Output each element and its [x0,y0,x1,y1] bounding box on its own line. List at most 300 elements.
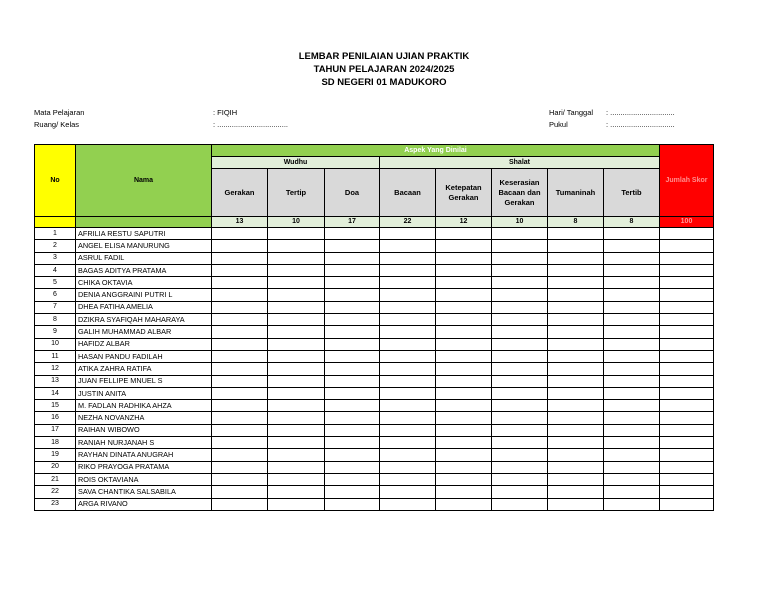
score-cell[interactable] [325,486,380,498]
score-cell[interactable] [660,498,714,510]
score-cell[interactable] [380,498,436,510]
score-cell[interactable] [660,228,714,240]
score-cell[interactable] [604,498,660,510]
score-cell[interactable] [325,314,380,326]
score-cell[interactable] [548,240,604,252]
score-cell[interactable] [212,400,268,412]
score-cell[interactable] [436,326,492,338]
student-number: 21 [35,473,76,485]
score-cell[interactable] [212,301,268,313]
score-cell[interactable] [436,424,492,436]
table-row [35,387,714,399]
hari-label: Hari/ Tanggal [549,108,594,117]
pukul-value: : ............................... [606,120,675,129]
score-cell[interactable] [660,277,714,289]
score-cell[interactable] [380,338,436,350]
score-cell[interactable] [380,289,436,301]
table-row [35,363,714,375]
max-score-keserasian: 10 [492,217,548,228]
score-cell[interactable] [604,252,660,264]
score-cell[interactable] [604,289,660,301]
kelas-value: : .................................. [213,120,289,129]
score-cell[interactable] [548,314,604,326]
score-cell[interactable] [268,277,325,289]
score-cell[interactable] [212,326,268,338]
student-name: M. FADLAN RADHIKA AHZA [76,400,212,412]
score-cell[interactable] [325,277,380,289]
max-score-doa: 17 [325,217,380,228]
score-cell[interactable] [380,240,436,252]
score-cell[interactable] [268,498,325,510]
score-cell[interactable] [492,277,548,289]
score-cell[interactable] [436,486,492,498]
score-cell[interactable] [548,228,604,240]
score-cell[interactable] [436,461,492,473]
score-cell[interactable] [436,375,492,387]
student-name: ASRUL FADIL [76,252,212,264]
score-cell[interactable] [380,228,436,240]
header-shalat: Shalat [380,157,660,169]
score-cell[interactable] [212,314,268,326]
score-cell[interactable] [492,228,548,240]
score-cell[interactable] [325,350,380,362]
student-number: 3 [35,252,76,264]
score-cell[interactable] [604,400,660,412]
student-name: RAYHAN DINATA ANUGRAH [76,449,212,461]
student-number: 23 [35,498,76,510]
score-cell[interactable] [325,252,380,264]
score-cell[interactable] [268,400,325,412]
score-cell[interactable] [492,252,548,264]
score-cell[interactable] [548,252,604,264]
score-cell[interactable] [212,412,268,424]
score-cell[interactable] [325,228,380,240]
score-cell[interactable] [436,473,492,485]
score-cell[interactable] [492,375,548,387]
kelas-label: Ruang/ Kelas [34,120,80,129]
student-number: 1 [35,228,76,240]
score-cell[interactable] [436,314,492,326]
score-cell[interactable] [604,437,660,449]
score-cell[interactable] [492,424,548,436]
score-cell[interactable] [492,461,548,473]
max-score-tertib: 8 [604,217,660,228]
header-tumaninah: Tumaninah [548,169,604,217]
student-name: SAVA CHANTIKA SALSABILA [76,486,212,498]
score-cell[interactable] [660,338,714,350]
score-row-no-cell [35,217,76,228]
score-cell[interactable] [325,338,380,350]
score-cell[interactable] [325,240,380,252]
score-cell[interactable] [212,240,268,252]
score-row-name-cell [76,217,212,228]
score-cell[interactable] [548,277,604,289]
header-nama: Nama [76,145,212,217]
title-line-1: LEMBAR PENILAIAN UJIAN PRAKTIK [298,51,470,62]
score-cell[interactable] [325,375,380,387]
score-cell[interactable] [492,449,548,461]
score-cell[interactable] [380,264,436,276]
score-cell[interactable] [268,289,325,301]
student-name: RAIHAN WIBOWO [76,424,212,436]
score-cell[interactable] [604,387,660,399]
score-cell[interactable] [604,264,660,276]
student-name: GALIH MUHAMMAD ALBAR [76,326,212,338]
score-cell[interactable] [604,412,660,424]
student-name: HAFIDZ ALBAR [76,338,212,350]
score-cell[interactable] [604,314,660,326]
score-cell[interactable] [492,400,548,412]
student-number: 18 [35,437,76,449]
student-name: DENIA ANGGRAINI PUTRI L [76,289,212,301]
student-number: 7 [35,301,76,313]
score-cell[interactable] [380,326,436,338]
score-cell[interactable] [604,240,660,252]
student-number: 8 [35,314,76,326]
score-cell[interactable] [268,326,325,338]
score-cell[interactable] [436,498,492,510]
student-number: 20 [35,461,76,473]
score-cell[interactable] [212,277,268,289]
student-name: ROIS OKTAVIANA [76,473,212,485]
table-row [35,400,714,412]
score-cell[interactable] [660,449,714,461]
header-jumlah-skor: Jumlah Skor [660,145,714,217]
score-cell[interactable] [660,437,714,449]
score-cell[interactable] [268,412,325,424]
score-cell[interactable] [212,473,268,485]
score-cell[interactable] [548,473,604,485]
score-cell[interactable] [436,437,492,449]
header-ketepatan-gerakan: Ketepatan Gerakan [436,169,492,217]
score-cell[interactable] [268,228,325,240]
score-cell[interactable] [380,473,436,485]
hari-value: : ............................... [606,108,675,117]
score-cell[interactable] [492,350,548,362]
score-cell[interactable] [660,424,714,436]
score-cell[interactable] [492,473,548,485]
score-cell[interactable] [492,301,548,313]
score-cell[interactable] [660,240,714,252]
score-cell[interactable] [436,289,492,301]
max-score-ketepatan: 12 [436,217,492,228]
student-number: 6 [35,289,76,301]
student-number: 10 [35,338,76,350]
score-cell[interactable] [604,277,660,289]
score-cell[interactable] [436,350,492,362]
student-name: AFRILIA RESTU SAPUTRI [76,228,212,240]
score-cell[interactable] [325,301,380,313]
score-cell[interactable] [380,424,436,436]
score-cell[interactable] [548,461,604,473]
score-cell[interactable] [436,301,492,313]
score-cell[interactable] [548,449,604,461]
student-number: 11 [35,350,76,362]
score-cell[interactable] [212,498,268,510]
score-cell[interactable] [604,486,660,498]
score-cell[interactable] [436,387,492,399]
score-cell[interactable] [436,277,492,289]
score-cell[interactable] [268,473,325,485]
score-cell[interactable] [325,363,380,375]
header-aspek: Aspek Yang Dinilai [212,145,660,157]
score-cell[interactable] [548,437,604,449]
score-cell[interactable] [604,473,660,485]
title-line-3: SD NEGERI 01 MADUKORO [321,77,447,88]
score-cell[interactable] [380,375,436,387]
score-cell[interactable] [660,289,714,301]
student-number: 15 [35,400,76,412]
header-gerakan: Gerakan [212,169,268,217]
score-cell[interactable] [380,412,436,424]
student-number: 4 [35,264,76,276]
score-cell[interactable] [548,375,604,387]
score-cell[interactable] [660,314,714,326]
score-cell[interactable] [548,289,604,301]
student-name: JUSTIN ANITA [76,387,212,399]
score-cell[interactable] [604,338,660,350]
max-score-tertip: 10 [268,217,325,228]
score-cell[interactable] [268,350,325,362]
header-no: No [35,145,76,217]
score-cell[interactable] [325,412,380,424]
student-number: 22 [35,486,76,498]
table-row [35,228,714,240]
score-cell[interactable] [212,437,268,449]
score-cell[interactable] [492,498,548,510]
score-cell[interactable] [436,400,492,412]
score-cell[interactable] [436,338,492,350]
student-number: 14 [35,387,76,399]
header-doa: Doa [325,169,380,217]
score-cell[interactable] [660,363,714,375]
score-cell[interactable] [380,350,436,362]
header-tertib: Tertib [604,169,660,217]
score-cell[interactable] [325,400,380,412]
score-cell[interactable] [604,301,660,313]
score-cell[interactable] [268,264,325,276]
score-cell[interactable] [380,363,436,375]
student-name: DZIKRA SYAFIQAH MAHARAYA [76,314,212,326]
table-row [35,252,714,264]
score-cell[interactable] [660,473,714,485]
score-cell[interactable] [212,449,268,461]
score-cell[interactable] [380,437,436,449]
score-cell[interactable] [660,375,714,387]
title-line-2: TAHUN PELAJARAN 2024/2025 [313,64,455,75]
score-cell[interactable] [492,437,548,449]
score-cell[interactable] [492,363,548,375]
score-cell[interactable] [548,387,604,399]
student-name: ATIKA ZAHRA RATIFA [76,363,212,375]
score-cell[interactable] [212,338,268,350]
score-cell[interactable] [380,277,436,289]
score-cell[interactable] [268,363,325,375]
score-cell[interactable] [492,486,548,498]
score-cell[interactable] [212,387,268,399]
score-cell[interactable] [548,412,604,424]
score-cell[interactable] [212,264,268,276]
score-cell[interactable] [548,424,604,436]
table-row [35,277,714,289]
score-cell[interactable] [436,264,492,276]
score-cell[interactable] [268,314,325,326]
student-name: HASAN PANDU FADILAH [76,350,212,362]
table-row [35,424,714,436]
score-cell[interactable] [380,461,436,473]
header-keserasian: Keserasian Bacaan dan Gerakan [492,169,548,217]
student-name: RIKO PRAYOGA PRATAMA [76,461,212,473]
score-cell[interactable] [325,498,380,510]
pukul-label: Pukul [549,120,568,129]
score-cell[interactable] [604,350,660,362]
score-cell[interactable] [604,449,660,461]
score-cell[interactable] [604,424,660,436]
score-cell[interactable] [212,289,268,301]
score-cell[interactable] [548,350,604,362]
score-cell[interactable] [212,252,268,264]
score-cell[interactable] [436,449,492,461]
score-cell[interactable] [548,498,604,510]
student-name: NEZHA NOVANZHA [76,412,212,424]
student-number: 2 [35,240,76,252]
score-cell[interactable] [548,264,604,276]
score-cell[interactable] [380,314,436,326]
score-cell[interactable] [492,326,548,338]
score-cell[interactable] [268,301,325,313]
score-cell[interactable] [660,387,714,399]
student-name: JUAN FELLIPE MNUEL S [76,375,212,387]
score-cell[interactable] [436,252,492,264]
score-cell[interactable] [660,264,714,276]
score-cell[interactable] [492,264,548,276]
student-name: DHEA FATIHA AMELIA [76,301,212,313]
score-cell[interactable] [548,363,604,375]
score-cell[interactable] [268,387,325,399]
table-row [35,314,714,326]
score-cell[interactable] [436,412,492,424]
table-row [35,326,714,338]
score-cell[interactable] [380,400,436,412]
score-cell[interactable] [436,240,492,252]
score-cell[interactable] [548,400,604,412]
score-cell[interactable] [268,240,325,252]
score-cell[interactable] [380,301,436,313]
score-cell[interactable] [548,326,604,338]
score-cell[interactable] [268,461,325,473]
score-cell[interactable] [548,301,604,313]
score-cell[interactable] [325,449,380,461]
student-number: 13 [35,375,76,387]
score-cell[interactable] [212,486,268,498]
score-cell[interactable] [212,363,268,375]
score-cell[interactable] [325,473,380,485]
score-cell[interactable] [325,437,380,449]
table-row [35,301,714,313]
score-cell[interactable] [604,461,660,473]
table-row [35,449,714,461]
student-name: ANGEL ELISA MANURUNG [76,240,212,252]
score-cell[interactable] [660,461,714,473]
score-cell[interactable] [604,228,660,240]
score-cell[interactable] [492,338,548,350]
score-cell[interactable] [604,363,660,375]
score-cell[interactable] [268,375,325,387]
student-rows [35,228,714,511]
score-cell[interactable] [492,412,548,424]
score-cell[interactable] [325,387,380,399]
table-row [35,461,714,473]
score-cell[interactable] [380,486,436,498]
max-score-tumaninah: 8 [548,217,604,228]
score-cell[interactable] [492,387,548,399]
score-cell[interactable] [380,449,436,461]
score-cell[interactable] [436,228,492,240]
score-cell[interactable] [325,264,380,276]
table-row [35,473,714,485]
table-row [35,338,714,350]
table-row [35,375,714,387]
score-cell[interactable] [660,486,714,498]
score-cell[interactable] [268,424,325,436]
score-cell[interactable] [492,289,548,301]
score-cell[interactable] [660,301,714,313]
score-cell[interactable] [212,461,268,473]
table-row [35,437,714,449]
max-score-gerakan: 13 [212,217,268,228]
score-cell[interactable] [380,387,436,399]
score-cell[interactable] [660,252,714,264]
score-cell[interactable] [660,350,714,362]
score-cell[interactable] [268,437,325,449]
score-cell[interactable] [492,240,548,252]
student-number: 19 [35,449,76,461]
score-cell[interactable] [212,424,268,436]
score-cell[interactable] [268,252,325,264]
score-cell[interactable] [660,326,714,338]
score-cell[interactable] [604,375,660,387]
score-cell[interactable] [325,326,380,338]
score-cell[interactable] [380,252,436,264]
score-cell[interactable] [325,461,380,473]
score-cell[interactable] [268,486,325,498]
score-cell[interactable] [268,449,325,461]
score-cell[interactable] [604,326,660,338]
score-cell[interactable] [212,350,268,362]
score-cell[interactable] [325,424,380,436]
student-name: RANIAH NURJANAH S [76,437,212,449]
score-cell[interactable] [492,314,548,326]
score-cell[interactable] [548,338,604,350]
score-cell[interactable] [325,289,380,301]
student-name: BAGAS ADITYA PRATAMA [76,264,212,276]
score-cell[interactable] [548,486,604,498]
score-cell[interactable] [436,363,492,375]
score-cell[interactable] [212,228,268,240]
table-row [35,498,714,510]
assessment-table [34,144,714,511]
student-number: 12 [35,363,76,375]
table-row [35,486,714,498]
table-row [35,412,714,424]
score-cell[interactable] [660,412,714,424]
score-cell[interactable] [660,400,714,412]
score-cell[interactable] [212,375,268,387]
mapel-value: : FIQIH [213,108,238,117]
student-name: CHIKA OKTAVIA [76,277,212,289]
mapel-label: Mata Pelajaran [34,108,85,117]
score-cell[interactable] [268,338,325,350]
